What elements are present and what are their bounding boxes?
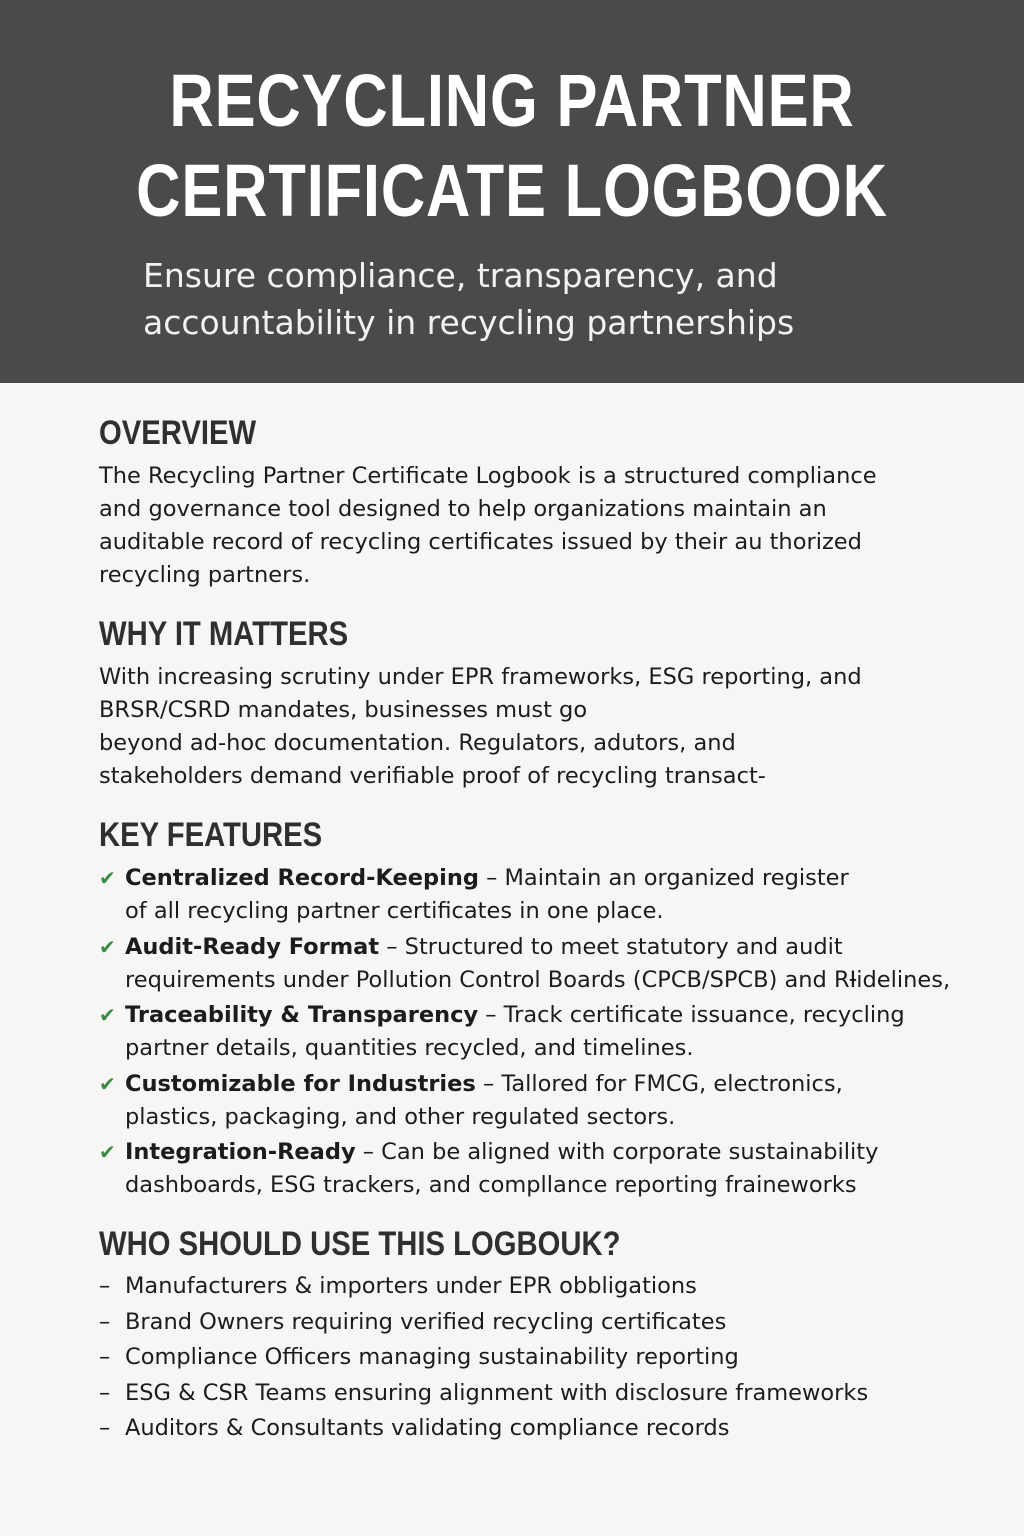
list-item [99, 1376, 999, 1412]
list-item-text: Brand Owners requiring verified recycling certificates [125, 1308, 727, 1335]
list-item-text: ESG & CSR Teams ensuring alignment with disclosure frameworks [125, 1379, 869, 1406]
feature-desc-cont: requirements under Pollution Control Boards (CPCB/SPCB) and RƗidelines, [125, 966, 951, 993]
page-title-line-2: CERTIFICATE LOGBOOK [136, 149, 888, 232]
list-item [99, 1269, 999, 1305]
feature-item [99, 1068, 999, 1137]
dash-bullet-icon: – [99, 1308, 111, 1335]
why-line-4: stakeholders demand verifiable proof of recycling transact- [99, 763, 766, 789]
feature-desc-cont: plastics, packaging, and other regulated sectors. [125, 1103, 676, 1130]
feature-item [99, 1136, 999, 1205]
why-line-3: beyond ad-hoc documentation. Regulators, adutors, and [99, 730, 736, 756]
checkmark-icon: ✔ [99, 866, 116, 890]
page-title [87, 56, 937, 236]
feature-title: Customizable for Industries [125, 1070, 476, 1097]
header-banner [0, 0, 1024, 383]
users-heading: WHO SHOULD USE THIS LOGBOUK? [99, 1225, 621, 1263]
overview-line-3: auditable record of recycling certificates issued by their au thorized [99, 529, 862, 555]
dash-bullet-icon: – [99, 1344, 111, 1370]
dash-bullet-icon: – [99, 1273, 111, 1299]
overview-line-4: recycling partners. [99, 562, 311, 588]
feature-desc: – Maintain an organized register [478, 865, 849, 891]
overview-line-1: The Recycling Partner Certificate Logbook is a structured compliance [99, 463, 877, 489]
list-item-text: Compliance Officers managing sustainability reporting [125, 1344, 739, 1370]
features-heading: KEY FEATURES [99, 816, 323, 854]
overview-text [99, 460, 999, 592]
dash-bullet-icon: – [99, 1415, 111, 1441]
checkmark-icon: ✔ [99, 1003, 116, 1027]
page-subtitle [143, 252, 1003, 346]
overview-heading: OVERVIEW [99, 414, 257, 452]
why-text [99, 661, 999, 793]
why-line-1: With increasing scrutiny under EPR frameworks, ESG reporting, and [99, 664, 862, 690]
feature-item [99, 862, 999, 931]
page-subtitle-line-1: Ensure compliance, transparency, and [143, 256, 778, 295]
list-item [99, 1340, 999, 1376]
feature-desc-cont: of all recycling partner certificates in one place. [125, 898, 664, 924]
why-heading: WHY IT MATTERS [99, 615, 349, 653]
list-item [99, 1305, 999, 1341]
list-item [99, 1411, 999, 1447]
dash-bullet-icon: – [99, 1379, 111, 1406]
feature-title: Audit-Ready Format [125, 933, 380, 960]
feature-desc-cont: dashboards, ESG trackers, and compllance reporting fraineworks [125, 1172, 857, 1198]
why-line-2: BRSR/CSRD mandates, businesses must go [99, 697, 588, 723]
feature-title: Integration-Ready [125, 1139, 356, 1165]
feature-item [99, 999, 999, 1068]
page-title-line-1: RECYCLING PARTNER [169, 59, 855, 142]
list-item-text: Auditors & Consultants validating compliance records [125, 1415, 730, 1441]
list-item-text: Manufacturers & importers under EPR obbligations [125, 1273, 697, 1299]
users-list [99, 1269, 999, 1447]
feature-desc-cont: partner details, quantities recycled, and timelines. [125, 1035, 694, 1061]
feature-desc: – Track certificate issuance, recycling [478, 1002, 905, 1028]
features-list [99, 862, 999, 1205]
checkmark-icon: ✔ [99, 934, 116, 959]
feature-desc: – Structured to meet statutory and audit [379, 933, 843, 960]
page-subtitle-line-2: accountability in recycling partnerships [143, 303, 795, 342]
feature-title: Traceability & Transparency [125, 1002, 479, 1028]
checkmark-icon: ✔ [99, 1071, 116, 1096]
overview-line-2: and governance tool designed to help organizations maintain an [99, 496, 827, 522]
checkmark-icon: ✔ [99, 1140, 116, 1164]
feature-item [99, 931, 999, 1000]
feature-title: Centralized Record-Keeping [125, 865, 479, 891]
feature-desc: – Tallored for FMCG, electronics, [475, 1070, 843, 1097]
feature-desc: – Can be aligned with corporate sustainability [355, 1139, 879, 1165]
